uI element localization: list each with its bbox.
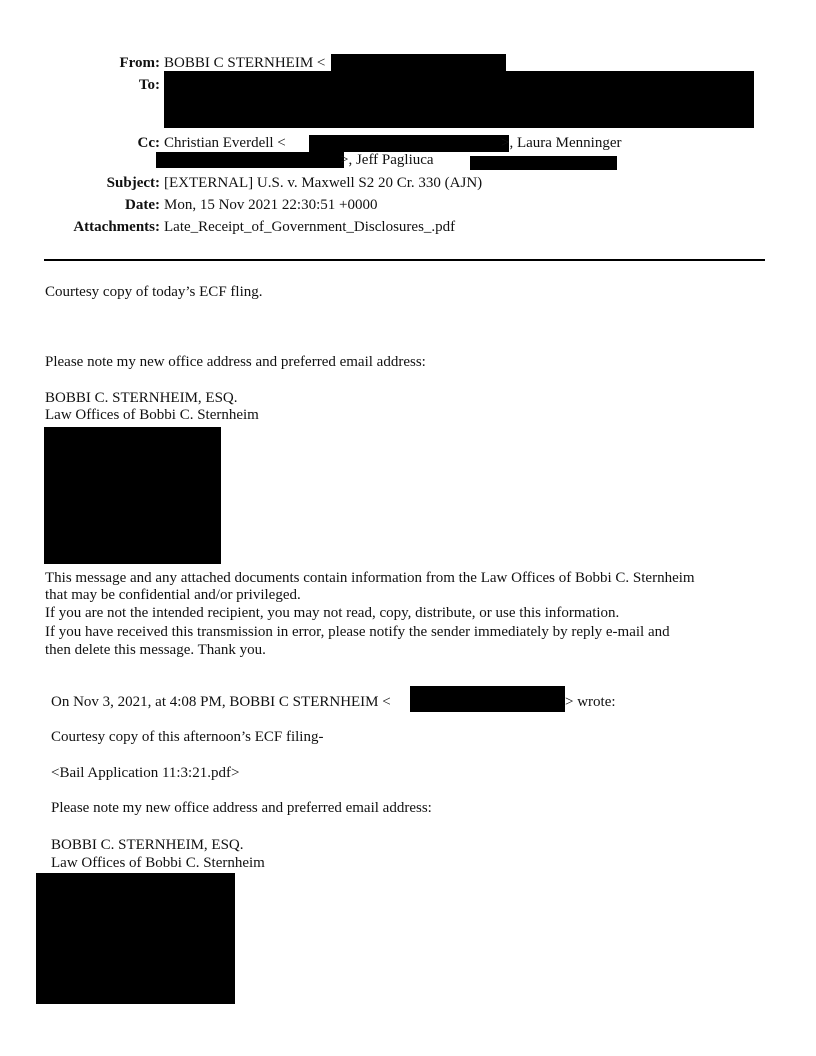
redaction-to-recipients [164, 71, 754, 128]
from-label: From: [119, 55, 160, 71]
attachments-value: Late_Receipt_of_Government_Disclosures_.pdf [164, 219, 456, 235]
subject-label: Subject: [106, 175, 160, 191]
cc-line2-a: >, Jeff Pagliuca [340, 152, 434, 168]
to-label: To: [138, 77, 160, 93]
cc-label: Cc: [137, 135, 160, 151]
redaction-from-email [331, 54, 506, 71]
header-divider [44, 259, 765, 261]
disclaimer-line-2: that may be confidential and/or privileged. [45, 587, 301, 603]
disclaimer-line-4: If you have received this transmission in error, please notify the sender immediately by reply e-mail and [45, 624, 670, 640]
from-value: BOBBI C STERNHEIM < [164, 55, 326, 71]
quoted-courtesy-line: Courtesy copy of this afternoon’s ECF filing- [51, 729, 324, 745]
redaction-signature-block [44, 427, 221, 564]
disclaimer-line-3: If you are not the intended recipient, you may not read, copy, distribute, or use this information. [45, 605, 620, 621]
disclaimer-line-1: This message and any attached documents contain information from the Law Offices of Bobbi C. Sternheim [45, 570, 695, 586]
cc-line1-a: Christian Everdell < [164, 135, 286, 151]
quoted-signature-firm: Law Offices of Bobbi C. Sternheim [51, 855, 265, 871]
attachments-label: Attachments: [73, 219, 160, 235]
disclaimer-line-5: then delete this message. Thank you. [45, 642, 266, 658]
quoted-signature-name: BOBBI C. STERNHEIM, ESQ. [51, 837, 244, 853]
date-value: Mon, 15 Nov 2021 22:30:51 +0000 [164, 197, 378, 213]
subject-value: [EXTERNAL] U.S. v. Maxwell S2 20 Cr. 330 (AJN) [164, 175, 483, 191]
redaction-cc-pagliuca [470, 156, 617, 170]
redaction-cc-menninger [156, 152, 344, 168]
quoted-attachment: <Bail Application 11:3:21.pdf> [51, 765, 240, 781]
address-note: Please note my new office address and preferred email address: [45, 354, 426, 370]
quoted-intro: On Nov 3, 2021, at 4:08 PM, BOBBI C STERNHEIM < [51, 694, 391, 710]
redaction-quoted-signature-block [36, 873, 235, 1004]
redaction-quoted-email [410, 686, 565, 712]
redaction-cc-everdell [309, 135, 509, 152]
quoted-intro-end: > wrote: [565, 694, 616, 710]
quoted-address-note: Please note my new office address and preferred email address: [51, 800, 432, 816]
signature-name: BOBBI C. STERNHEIM, ESQ. [45, 390, 238, 406]
cc-line1-b: >, Laura Menninger [501, 135, 622, 151]
date-label: Date: [125, 197, 160, 213]
signature-firm: Law Offices of Bobbi C. Sternheim [45, 407, 259, 423]
courtesy-line: Courtesy copy of today’s ECF fling. [45, 284, 263, 300]
